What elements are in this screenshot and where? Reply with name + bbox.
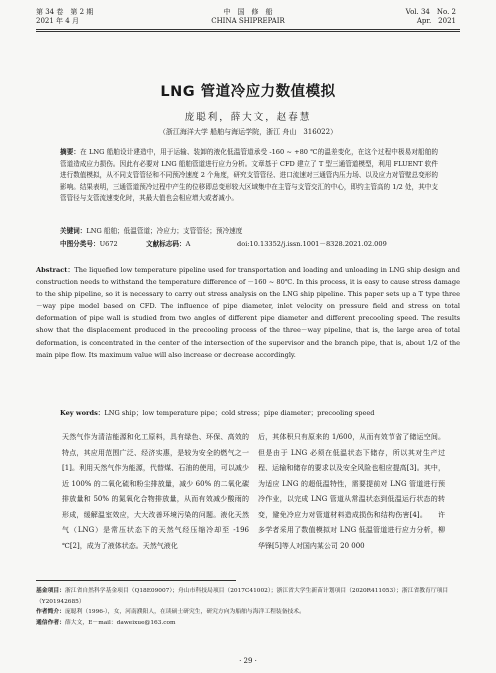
footnotes	[36, 586, 460, 628]
fund-text: 浙江省自然科学基金项目（Q18E09007）；舟山市科技局项目（2017C41002）；浙江省大学生新苗计划项目（2020R411053）；浙江省教育厅项目（Y201942685）	[36, 588, 449, 605]
body-column-left: 天然气作为清洁能源和化工原料，具有绿色、环保、高效的特点，其应用范围广泛、经济实惠，是较为安全的燃气之一[1]。利用天然气作为能源，代替煤、石油的使用，可以减少近 100% 的二氧化硫和粉尘排放量，减少 60% 的二氧化碳排放量和 50% 的氮氧化合物排放量，从而有效减少酸雨的形成，缓解温室效应，大大改善环境污染的问题。液化天然气（LNG）是常压状态下的天然气经压缩冷却至 -196 ℃[2]，成为了液体状态。天然气液化	[62, 433, 249, 550]
journal-name-cn: 中 国 修 船	[223, 8, 273, 16]
article-authors: 庞聪利，薛大文，赵春慧	[184, 112, 312, 123]
author-bio-label: 作者简介：	[36, 609, 65, 615]
publication-date-en: Apr. 2021	[416, 17, 456, 25]
journal-name-en: CHINA SHIPREPAIR	[211, 17, 285, 25]
header-rule-bottom	[36, 31, 460, 32]
abstract-en-text: The liquefied low temperature pipeline used for transportation and loading and unloading in LNG ship design and construction needs to withstand the temperature difference of －160 ~ 80℃. In this process, it is easy to cause stress damage to the ship pipeline, so it is necessary to carry out stress analysis on the LNG ship pipeline. This paper sets up a T type three－way pipe model based on CFD. The influence of pipe diameter, inlet velocity on pressure field and stress on total deformation of pipe wall is studied from two angles of different pipe diameter and different precooling speed. The results show that the displacement produced in the precooling process of the three－way pipeline, that is, the large area of total deformation, is concentrated in the center of the intersection of the supervisor and the branch pipe, that is, about 1/2 of the main pipe flow. Its maximum value will also increase or decrease accordingly.	[36, 266, 461, 359]
volume-issue-en: Vol. 34 No. 2	[405, 8, 456, 16]
keywords-en-label: Key words：	[60, 409, 105, 417]
keywords-en	[60, 408, 440, 418]
keywords-cn-text: LNG 船舶；低温管道；冷应力；支管管径；预冷速度	[86, 227, 243, 235]
abstract-cn-label: 摘要：	[60, 148, 81, 156]
article-title: LNG 管道冷应力数值模拟	[160, 84, 336, 100]
clc-value: U672	[99, 240, 118, 248]
document-code-value: A	[185, 240, 191, 248]
body-column-right: 后，其体积只有原来的 1/600，从而有效节省了储运空间。但是由于 LNG 必须在低温状态下储存，所以其对生产过程、运输和储存的要求以及安全风险也相应提高[3]。其中，为适应 LNG 的超低温特性，需要提前对 LNG 管道进行预冷作业，以完成 LNG 管道从常温状态到低温运行状态的转变，避免冷应力对管道材料造成损伤和结构伤害[4]。 许多学者采用了数值模拟对 LNG 低温管道进行应力分析，柳华锋[5]等人对国内某公司 20 000	[258, 433, 445, 550]
publication-date: 2021 年 4 月	[36, 17, 79, 25]
header-rule-top	[36, 29, 460, 30]
author-bio-text: 庞聪利（1996-），女，河南濮阳人，在读硕士研究生，研究方向为船舶与海洋工程装备技术。	[65, 609, 305, 615]
doi: doi:10.13352/j.issn.1001－8328.2021.02.009	[237, 240, 387, 248]
volume-issue: 第 34 卷 第 2 期	[36, 8, 94, 16]
abstract-cn	[60, 147, 438, 205]
keywords-cn-label: 关键词：	[60, 227, 87, 235]
contact-label: 通信作者：	[36, 619, 65, 626]
contact-note	[36, 618, 460, 629]
document-code	[146, 239, 190, 249]
journal-volume-info-en	[406, 8, 456, 26]
author-affiliation: （浙江海洋大学 船舶与海运学院，浙江 舟山 316022）	[158, 128, 338, 136]
footnote-rule	[36, 580, 236, 581]
abstract-en	[36, 264, 460, 361]
page-number: · 29 ·	[239, 657, 257, 665]
contact-text: 薛大文，E－mail：daweixue@163.com	[65, 619, 176, 626]
abstract-en-label: Abstract：	[36, 266, 75, 274]
clc-label: 中图分类号：	[60, 240, 100, 248]
keywords-en-text: LNG ship；low temperature pipe；cold stress；pipe diameter；precooling speed	[104, 409, 375, 417]
abstract-cn-text: 在 LNG 船舶设计建造中，用于运输、装卸的液化低温管道承受 -160 ~ +80 ℃的温差变化，在这个过程中极易对船舶的管道造成应力损伤。因此有必要对 LNG 船舶管道进行应力分析。文章基于 CFD 建立了 T 型三通管道模型，利用 FLUENT 软件进行数值模拟，从不同支管管径和不同预冷速度 2 个角度，研究支管管径、进口流速对三通管内压力场、以及应力对管壁总变形的影响。结果表明，三通管道预冷过程中产生的位移即总变形较大区域集中在主管与支管交汇的中心，即约主管高的 1/2 处，其中支管管径与支管流速变化时，其最大值也会相应增大或者减小。	[60, 148, 438, 202]
author-bio-note	[36, 607, 460, 618]
document-code-label: 文献标志码：	[146, 240, 186, 248]
fund-label: 基金项目：	[36, 588, 65, 594]
fund-note	[36, 586, 460, 607]
keywords-cn	[60, 226, 440, 236]
clc-number	[60, 239, 118, 249]
